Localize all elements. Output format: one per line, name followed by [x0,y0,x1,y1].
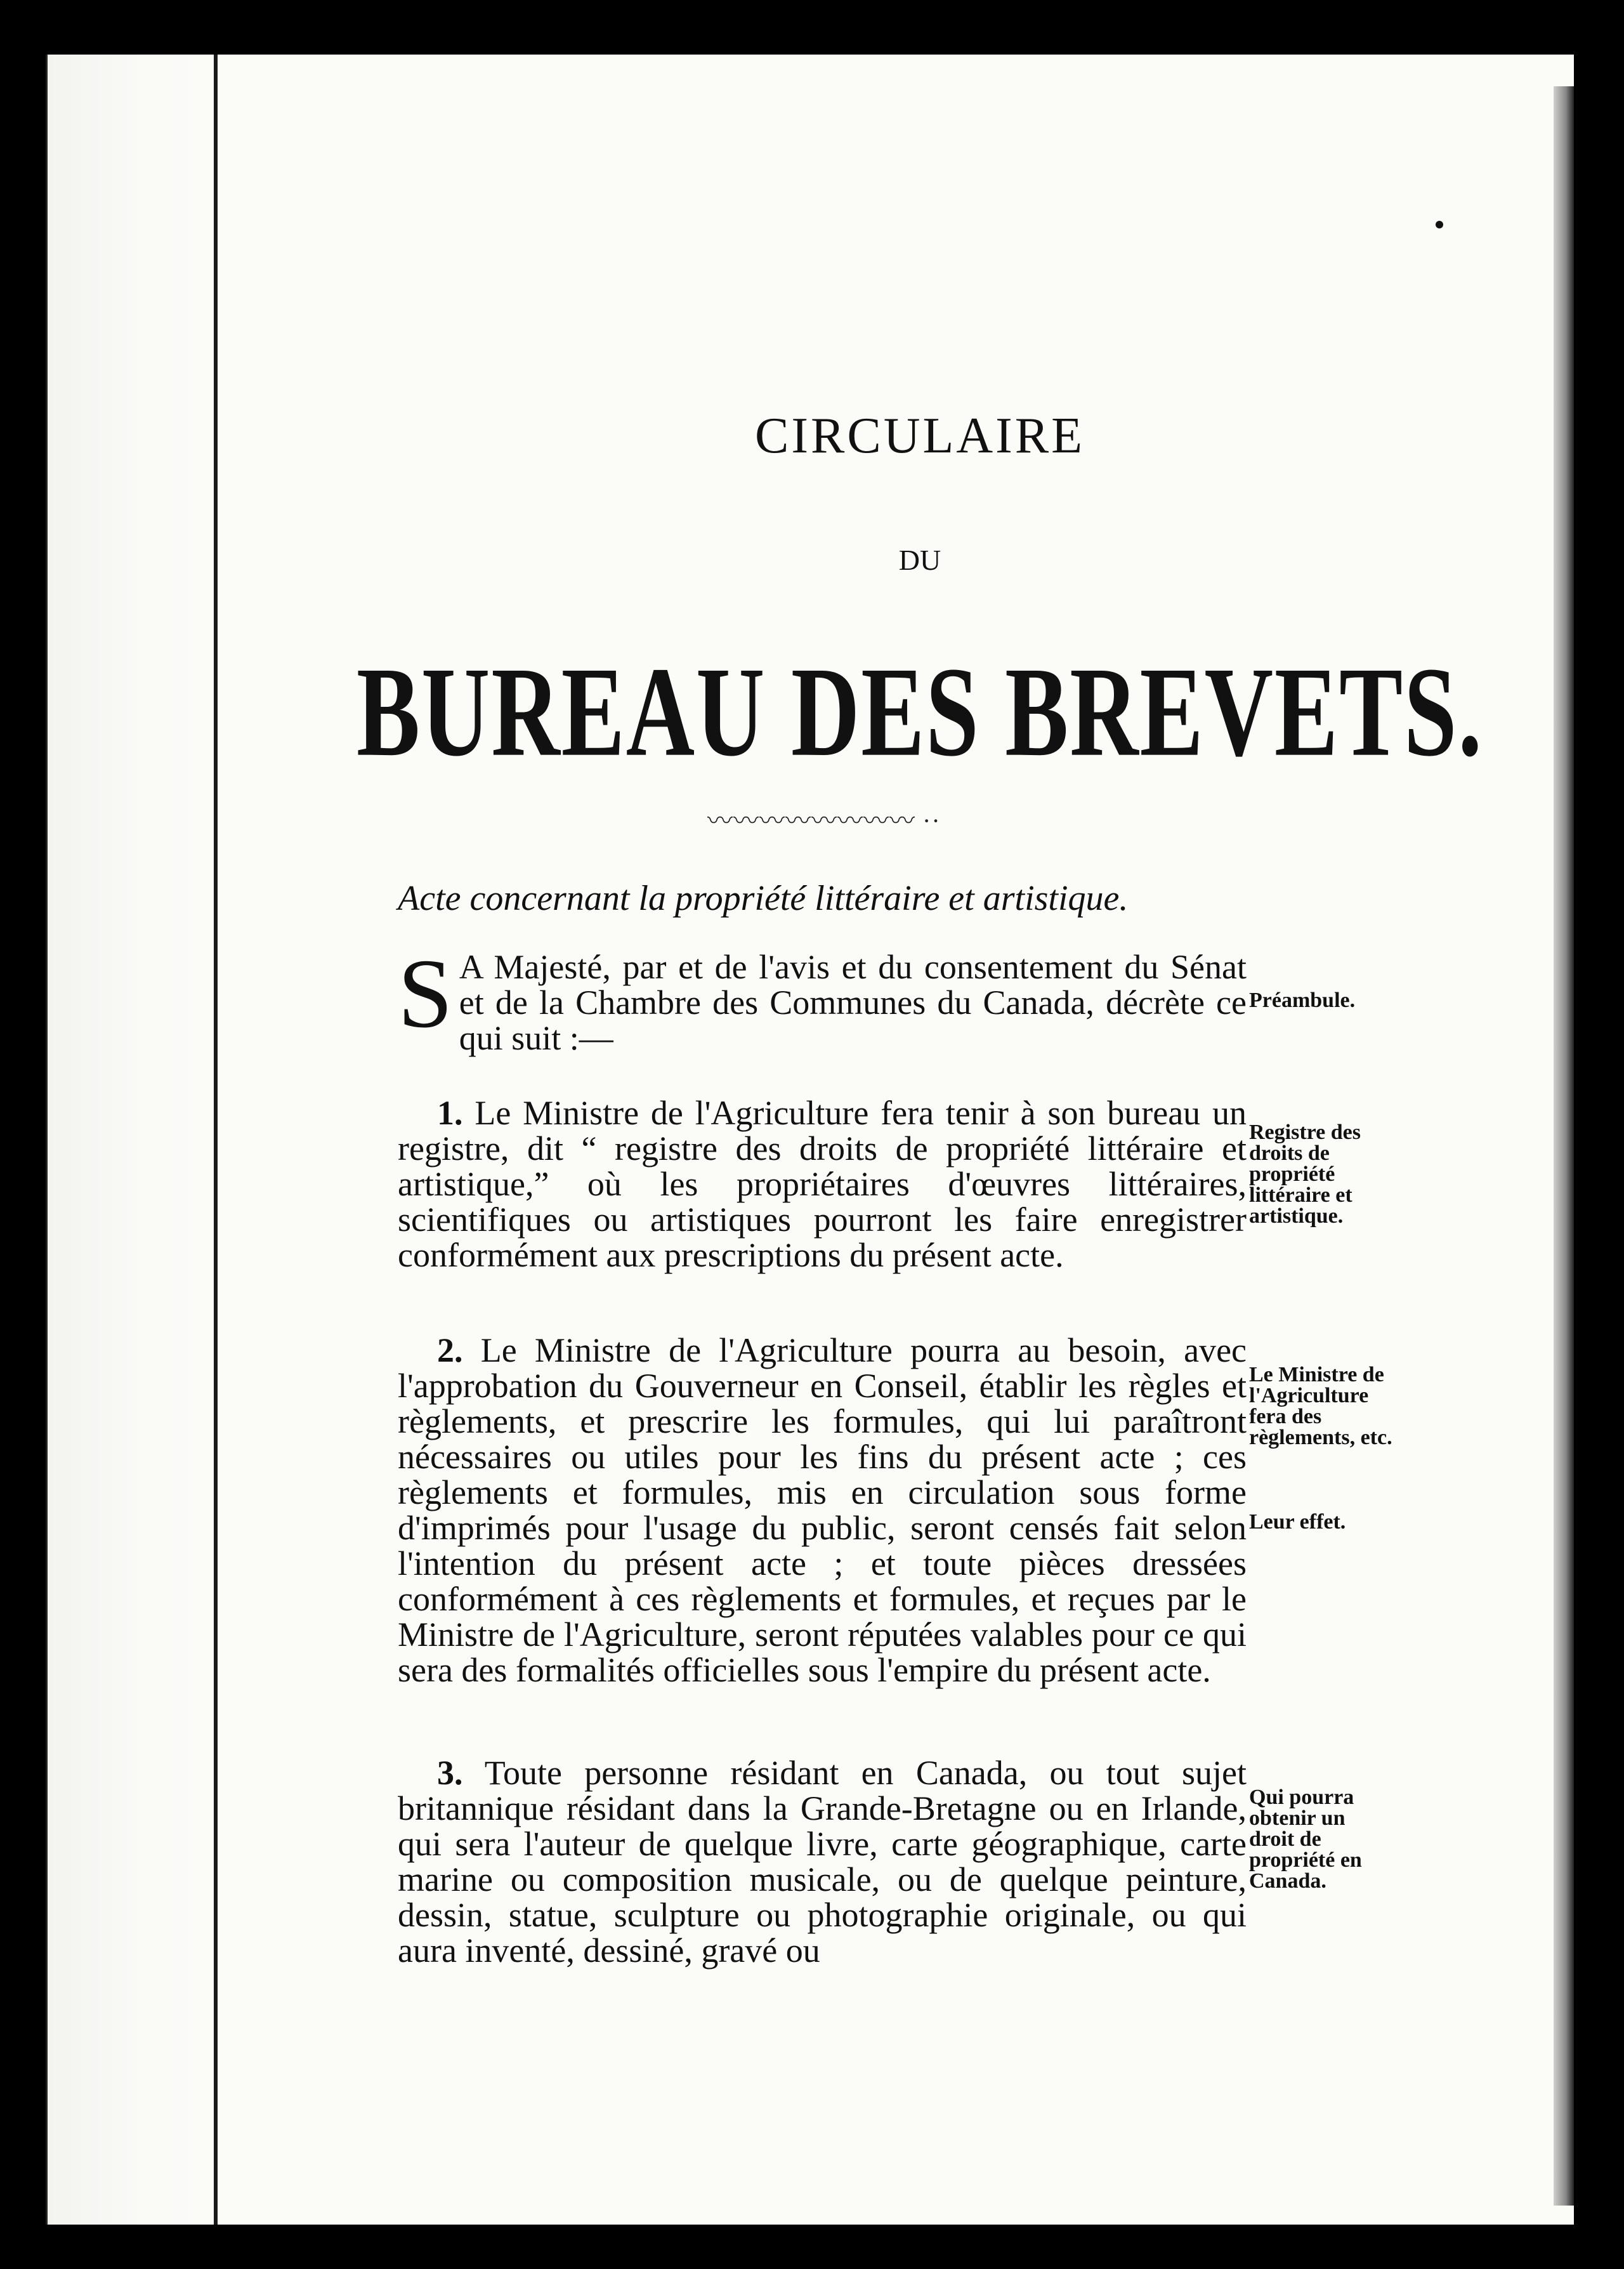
section-2-paragraph [398,1332,1247,1688]
heading-bureau-des-brevets: BUREAU DES BREVETS. [357,641,1483,784]
preamble-paragraph [398,938,1247,1057]
section-number: 2. [437,1331,463,1369]
section-3-paragraph [398,1755,1247,1968]
page-fold-line [214,55,218,2225]
margin-note-qui-pourra: Qui pourra obtenir un droit de propriété en Canada. [1249,1786,1362,1893]
section-text: Le Ministre de l'Agriculture pourra au besoin, avec l'approbation du Gouverneur en Conseil, établir les règles et règlements, et prescrire les formules, qui lui paraîtront nécessaires ou utiles pour les fins du présent acte ; ces règlements et formules, mis en circulation sous forme d'imprimés pour l'usage du public, seront censés fait selon l'intention du présent acte ; et toute pièces dressées conformément à ces règlements et formules, et reçues par le Ministre de l'Agriculture, seront réputées valables pour ce qui sera des formalités officielles sous l'empire du présent acte. [398,1331,1247,1689]
drop-cap: S [398,938,453,1048]
document-page [46,55,1574,2225]
section-text: Toute personne résidant en Canada, ou tout sujet britannique résidant dans la Grande-Bretagne ou en Irlande, qui sera l'auteur de quelque livre, carte géographique, carte marine ou composition musicale, ou de quelque peinture, dessin, statue, sculpture ou photographie originale, ou qui aura inventé, dessiné, gravé ou [398,1754,1247,1970]
ink-speck [1436,221,1443,228]
preamble-text: A Majesté, par et de l'avis et du consentement du Sénat et de la Chambre des Communes du Canada, décrète ce qui suit :— [459,948,1247,1057]
margin-note-ministre: Le Ministre de l'Agriculture fera des règlements, etc. [1249,1363,1392,1449]
margin-note-registre: Registre des droits de propriété littéraire et artistique. [1249,1121,1361,1228]
act-title: Acte concernant la propriété littéraire et artistique. [398,879,1129,918]
section-text: Le Ministre de l'Agriculture fera tenir à son bureau un registre, dit “ registre des droits de propriété littéraire et artistique,” où les propriétaires d'œuvres littéraires, scientifiques ou artistiques pourront les faire enregistrer conformément aux prescriptions du présent acte. [398,1094,1247,1274]
binding-strip [48,55,213,2225]
section-1-paragraph [398,1095,1247,1273]
page-edge-shadow [1554,86,1574,2206]
section-number: 3. [437,1754,463,1792]
heading-du: DU [898,544,941,576]
section-number: 1. [437,1094,463,1132]
margin-note-effet: Leur effet. [1249,1510,1346,1534]
heading-circulaire: CIRCULAIRE [755,408,1085,464]
margin-note-preambule: Préambule. [1249,989,1356,1012]
ornament-rule: 〰〰〰〰〰〰〰〰 ·· [707,806,941,835]
